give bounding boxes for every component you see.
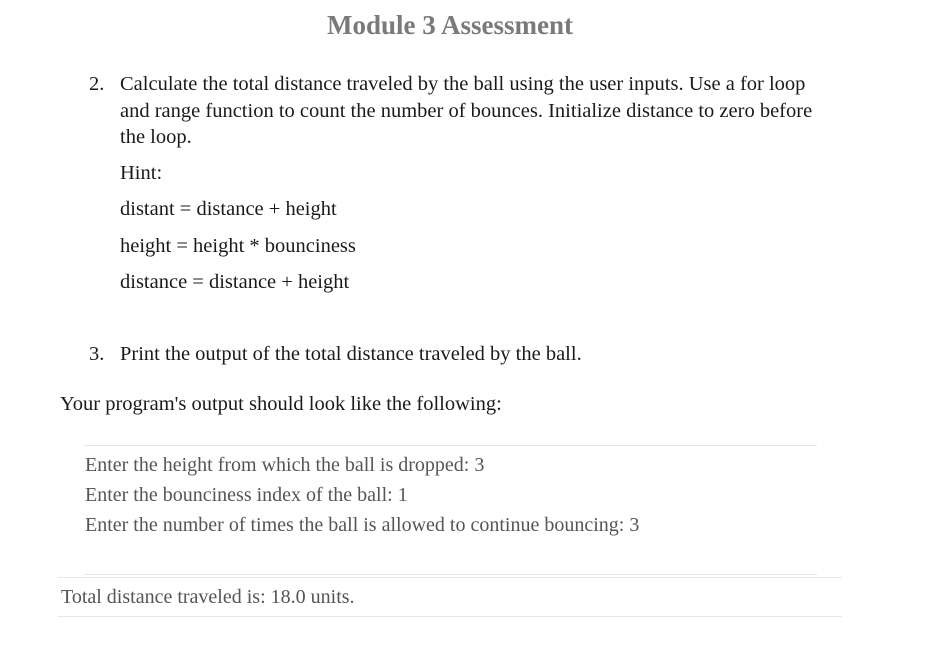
step-number: 2. (89, 73, 105, 95)
step-number: 3. (89, 343, 105, 365)
hint-line-1: distant = distance + height (120, 198, 337, 220)
output-intro: Your program's output should look like the following: (60, 393, 502, 415)
sample-output-line-2: Enter the bounciness index of the ball: 1 (85, 484, 408, 506)
step-text: Calculate the total distance traveled by the ball using the user inputs. Use a for loop and range function to count the number of bounces. Initialize distance to zero before the loop. (120, 73, 813, 148)
step-2 (89, 71, 839, 151)
result-line: Total distance traveled is: 18.0 units. (61, 586, 355, 608)
page-title: Module 3 Assessment (326, 10, 573, 40)
sample-output-line-3: Enter the number of times the ball is allowed to continue bouncing: 3 (85, 514, 640, 536)
sample-output-line-1: Enter the height from which the ball is dropped: 3 (85, 454, 485, 476)
hint-line-3: distance = distance + height (120, 271, 350, 293)
step-3 (89, 341, 839, 368)
step-text: Print the output of the total distance traveled by the ball. (120, 343, 582, 365)
hint-label: Hint: (120, 162, 163, 184)
hint-line-2: height = height * bounciness (120, 235, 356, 257)
